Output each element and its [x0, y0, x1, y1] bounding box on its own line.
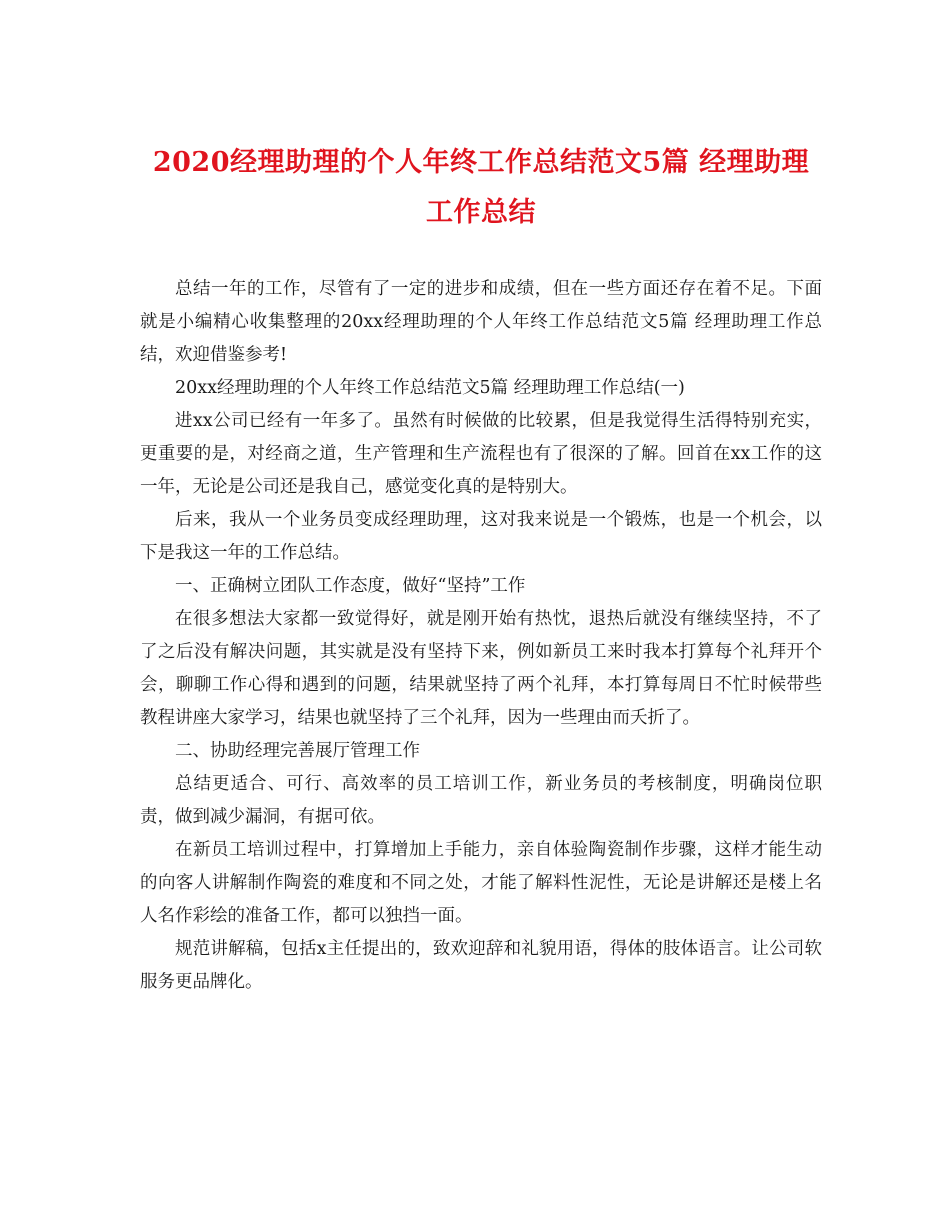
paragraph: 规范讲解稿，包括x主任提出的，致欢迎辞和礼貌用语，得体的肢体语言。让公司软服务更品牌化。	[140, 939, 822, 992]
title-line-1: 2020经理助理的个人年终工作总结范文5篇 经理助理	[152, 147, 810, 178]
paragraph: 在很多想法大家都一致觉得好，就是刚开始有热忱，退热后就没有继续坚持，不了了之后没有解决问题，其实就是没有坚持下来，例如新员工来时我本打算每个礼拜开个会，聊聊工作心得和遇到的问题，结果就坚持了两个礼拜，本打算每周日不忙时候带些教程讲座大家学习，结果也就坚持了三个礼拜，因为一些理由而夭折了。	[140, 609, 822, 728]
title-line-2: 工作总结	[426, 197, 536, 228]
paragraph: 进xx公司已经有一年多了。虽然有时候做的比较累，但是我觉得生活得特别充实，更重要的是，对经商之道，生产管理和生产流程也有了很深的了解。回首在xx工作的这一年，无论是公司还是我自己，感觉变化真的是特别大。	[140, 411, 822, 497]
paragraph: 后来，我从一个业务员变成经理助理，这对我来说是一个锻炼，也是一个机会，以下是我这一年的工作总结。	[140, 510, 822, 563]
subheading-1: 一、正确树立团队工作态度，做好“坚持”工作	[175, 576, 526, 596]
paragraph-intro: 总结一年的工作，尽管有了一定的进步和成绩，但在一些方面还存在着不足。下面就是小编精心收集整理的20xx经理助理的个人年终工作总结范文5篇 经理助理工作总结，欢迎借鉴参考!	[140, 279, 822, 365]
document-body	[140, 273, 822, 999]
subheading-2: 二、协助经理完善展厅管理工作	[175, 741, 420, 761]
paragraph-section-heading: 20xx经理助理的个人年终工作总结范文5篇 经理助理工作总结(一)	[175, 378, 685, 398]
document-title	[140, 138, 822, 238]
paragraph: 总结更适合、可行、高效率的员工培训工作，新业务员的考核制度，明确岗位职责，做到减少漏洞，有据可依。	[140, 774, 822, 827]
paragraph: 在新员工培训过程中，打算增加上手能力，亲自体验陶瓷制作步骤，这样才能生动的向客人讲解制作陶瓷的难度和不同之处，才能了解料性泥性，无论是讲解还是楼上名人名作彩绘的准备工作，都可以独挡一面。	[140, 840, 822, 926]
